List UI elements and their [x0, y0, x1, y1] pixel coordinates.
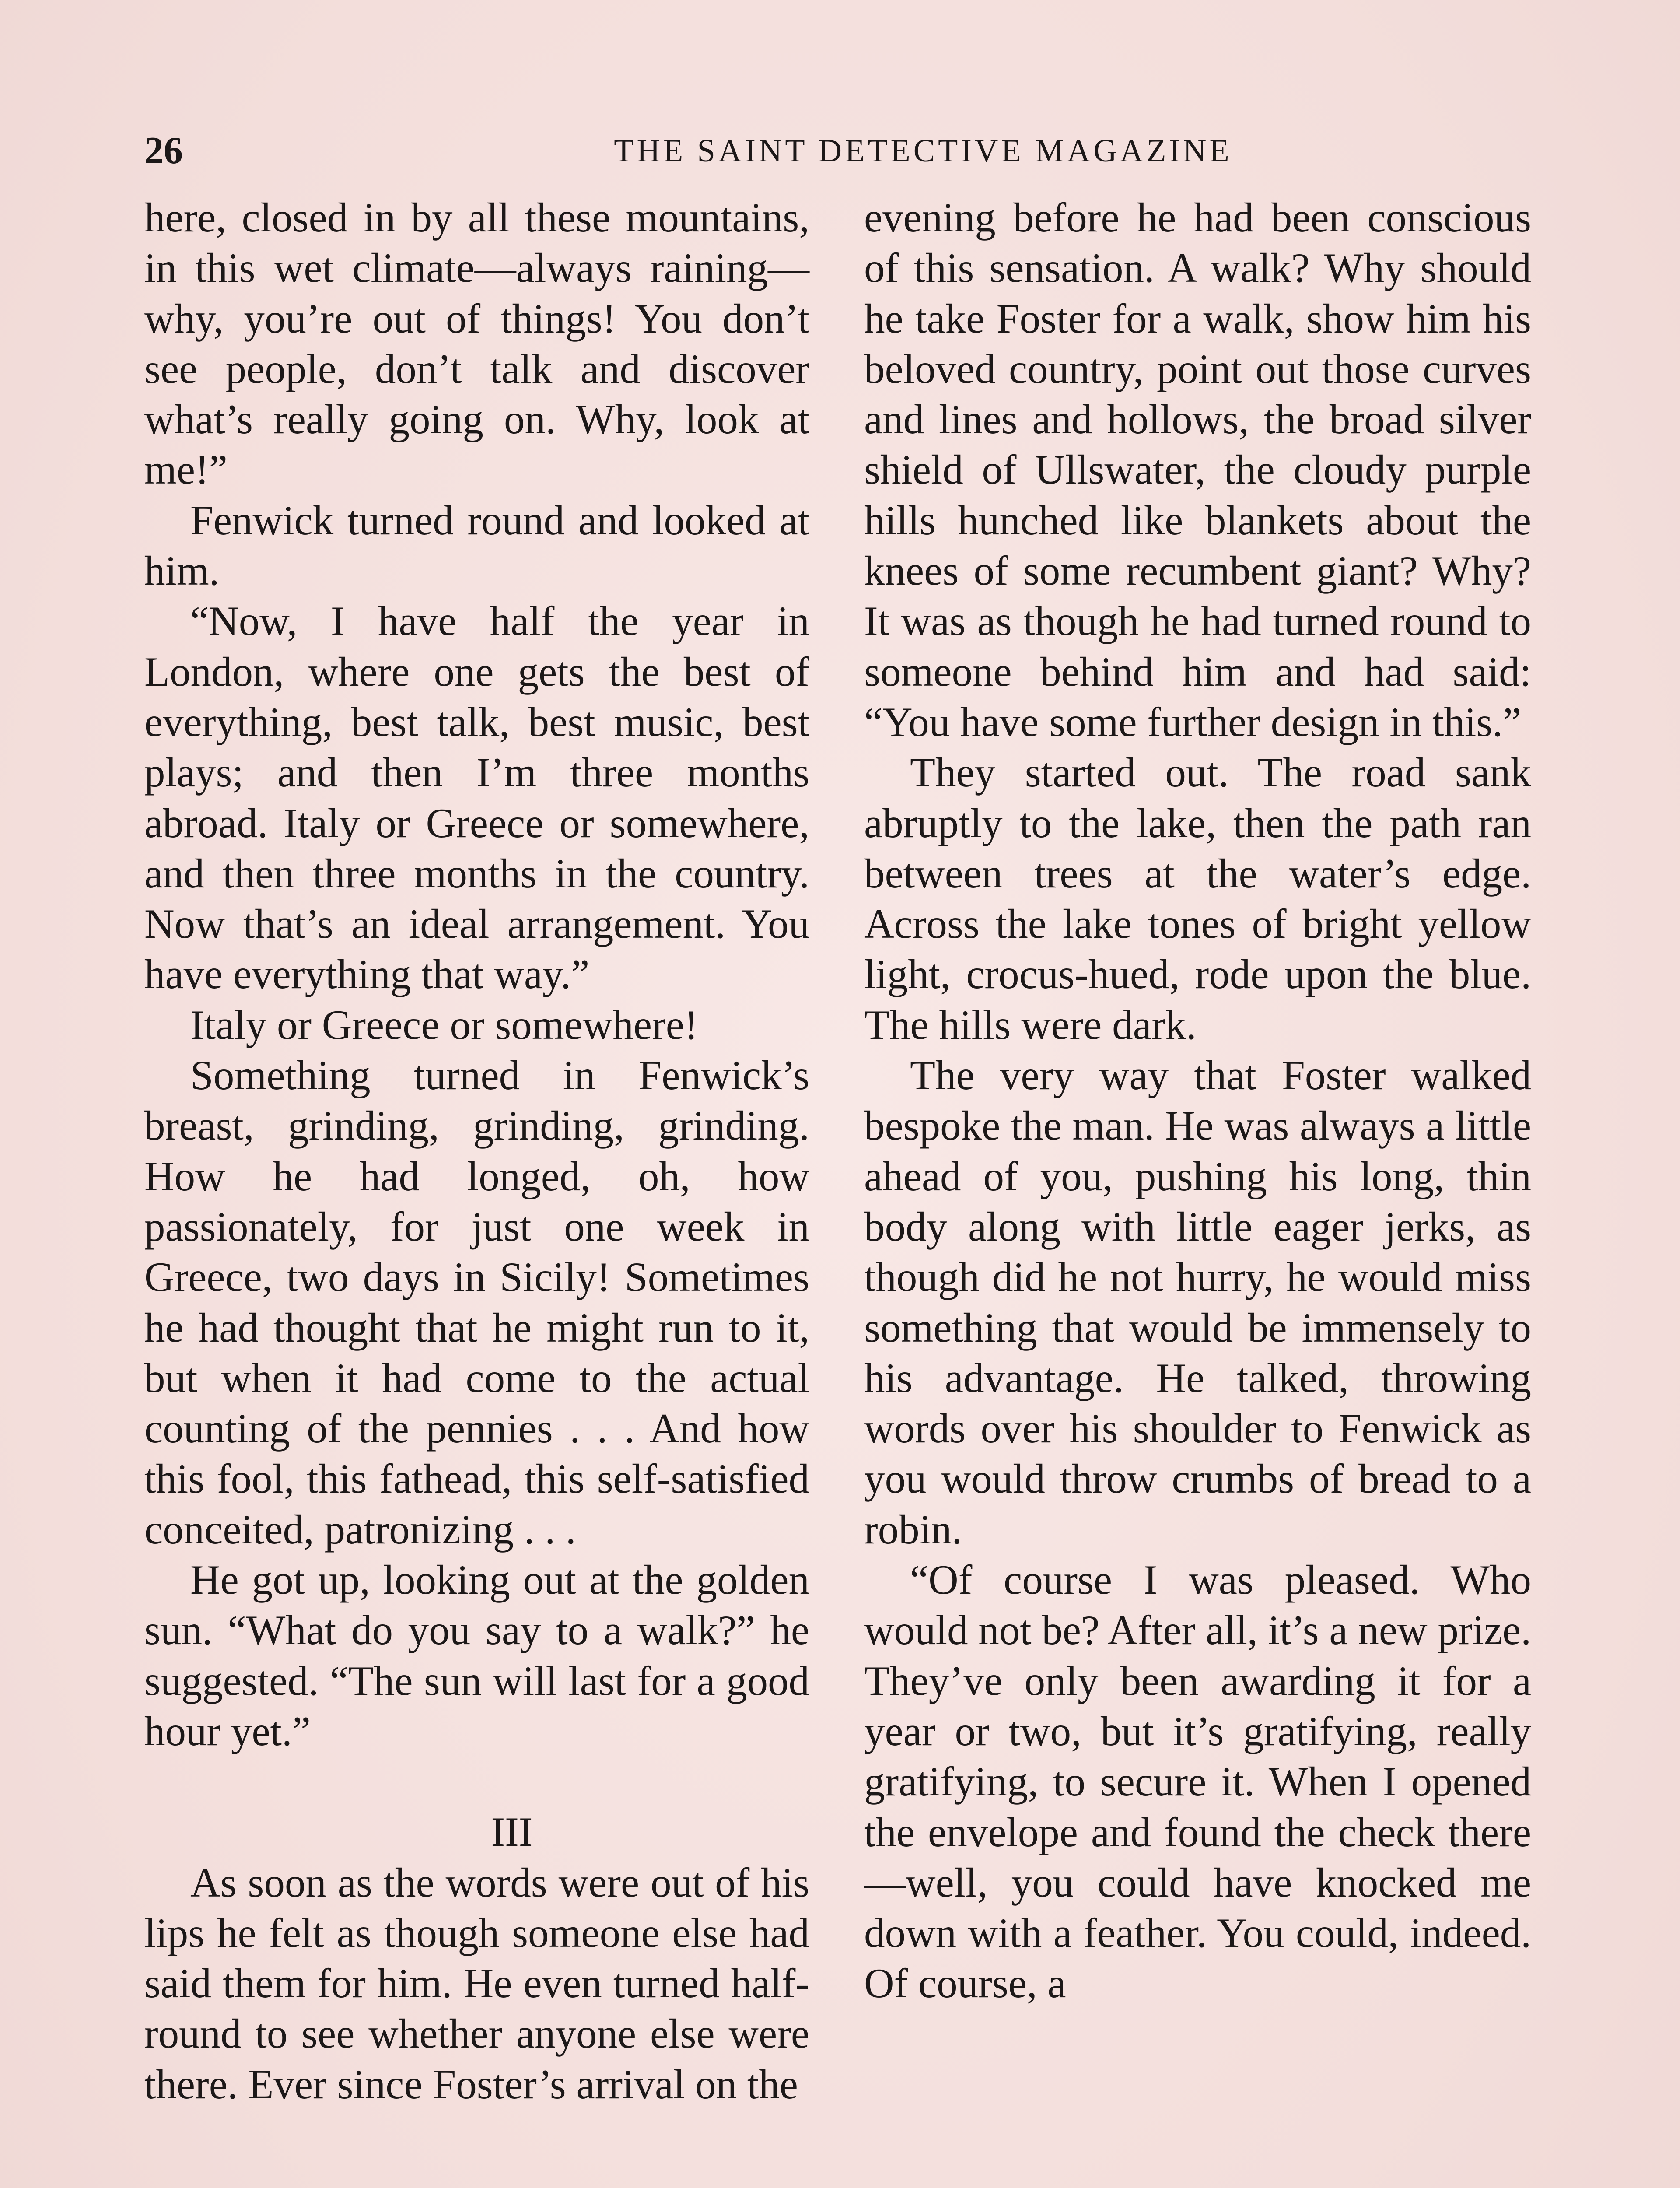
running-title: THE SAINT DETECTIVE MAGAZINE: [614, 133, 1232, 169]
paragraph: He got up, looking out at the golden sun. “What do you say to a walk?” he suggested. “The sun will last for a good hour yet.”: [144, 1557, 809, 1754]
paragraph: evening before he had been conscious of this sensation. A walk? Why should he take Foster for a walk, show him his beloved country, point out those curves and lines and hollows, the broad silver shield of Ullswater, the cloudy purple hills hunched like blankets about the knees of some recumbent giant? Why? It was as though he had turned round to someone behind him and had said: “You have some further design in this.”: [864, 194, 1531, 745]
page-header: [144, 127, 1536, 175]
paragraph: here, closed in by all these mountains, in this wet climate—always raining—why, you’re out of things! You don’t see people, don’t talk and discover what’s really going on. Why, look at me!”: [144, 194, 809, 493]
paragraph: “Now, I have half the year in London, where one gets the best of everything, best talk, best music, best plays; and then I’m three months abroad. Italy or Greece or somewhere, and then three months in the country. Now that’s an ideal arrangement. You have everything that way.”: [144, 598, 809, 998]
paragraph: Italy or Greece or somewhere!: [190, 1001, 698, 1048]
paragraph: “Of course I was pleased. Who would not be? After all, it’s a new prize. They’ve only been awarding it for a year or two, but it’s gratifying, really gratifying, to secure it. When I opened the envelope and found the check there—well, you could have knocked me down with a feather. You could, indeed. Of course, a: [864, 1557, 1531, 2007]
left-text-column: [144, 193, 809, 2110]
right-text-column: [864, 193, 1531, 2009]
section-spacer: [144, 1757, 809, 1807]
section-heading: III: [491, 1809, 533, 1855]
paragraph: The very way that Foster walked bespoke the man. He was always a little ahead of you, pushing his long, thin body along with little eager jerks, as though did he not hurry, he would miss something that would be immensely to his advantage. He talked, throwing words over his shoulder to Fenwick as you would throw crumbs of bread to a robin.: [864, 1052, 1531, 1553]
paragraph: They started out. The road sank abruptly to the lake, then the path ran between trees at the water’s edge. Across the lake tones of bright yellow light, crocus-hued, rode upon the blue. The hills were dark.: [864, 749, 1531, 1048]
page-number: 26: [144, 130, 183, 172]
paragraph: Something turned in Fenwick’s breast, grinding, grinding, grinding. How he had longed, oh, how passionately, for just one week in Greece, two days in Sicily! Sometimes he had thought that he might run to it, but when it had come to the actual counting of the pennies . . . And how this fool, this fathead, this self-satisfied conceited, patronizing . . .: [144, 1052, 809, 1553]
paragraph: As soon as the words were out of his lips he felt as though someone else had said them for him. He even turned half-round to see whether anyone else were there. Ever since Foster’s arrival on the: [144, 1859, 809, 2107]
paragraph: Fenwick turned round and looked at him.: [144, 497, 809, 594]
